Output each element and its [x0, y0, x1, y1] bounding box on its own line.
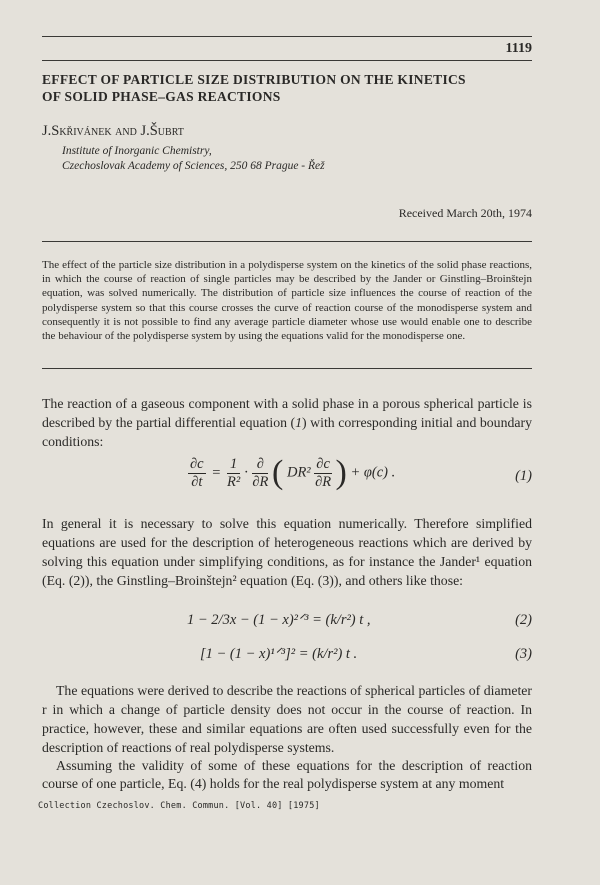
abstract-rule-top — [42, 241, 532, 242]
title-line-1: EFFECT OF PARTICLE SIZE DISTRIBUTION ON THE KINETICS — [42, 72, 466, 87]
eq1-dot: · — [243, 464, 249, 481]
abstract: The effect of the particle size distribution in a polydisperse system on the kinetics of the solid phase reactions, in which the course of reaction of single particles may be described by the Jander or Ginstling–Broinštejn equation, was solved numerically. The distribution of particle size influences the course of reaction of the polydisperse system so that this course crosses the curve of reaction course of the monodisperse system and consequently it is not possible to find any average particle diameter whose use would enable one to describe the behaviour of the polydisperse system by using the equations valid for the monodisperse one. — [42, 259, 532, 343]
affiliation — [62, 144, 325, 174]
eq1-tail: + φ(c) . — [350, 464, 396, 481]
title-line-2: OF SOLID PHASE–GAS REACTIONS — [42, 89, 281, 104]
eq1-f3-den: ∂R — [315, 473, 332, 490]
eq1-lhs-den: ∂t — [191, 473, 203, 490]
eq1-f3-num: ∂c — [316, 455, 330, 472]
equation-2-number: (2) — [515, 612, 532, 628]
paragraph-4: Assuming the validity of some of these equations for the description of reaction course of one particle, Eq. (4) holds for the real polydisperse system at any moment — [42, 758, 532, 791]
paragraph-1 — [42, 394, 532, 451]
eq1-lhs-num: ∂c — [190, 455, 204, 472]
abstract-rule-bottom — [42, 368, 532, 369]
eq1-equals: = — [212, 464, 221, 481]
header-rule-lower — [42, 60, 532, 61]
received-date: Received March 20th, 1974 — [398, 206, 532, 220]
authors: J.Skřivánek and J.Šubrt — [42, 123, 184, 139]
header-rule — [42, 36, 532, 37]
equation-ref-1: 1 — [295, 415, 303, 430]
paragraph-2: In general it is necessary to solve this equation numerically. Therefore simplified equations are used for the description of heterogeneous reactions which are derived by solving this equation under simplifying conditions, as for instance the Jander¹ equation (Eq. (2)), the Ginstling–Broinštejn² equation (Eq. (3)), and others like those: — [42, 516, 532, 588]
equation-1-number: (1) — [515, 468, 532, 484]
journal-footer: Collection Czechoslov. Chem. Commun. [Vol. 40] [1975] — [38, 801, 320, 811]
affiliation-line-2: Czechoslovak Academy of Sciences, 250 68 Prague - Řež — [62, 160, 325, 172]
eq1-open-paren: ( — [272, 454, 284, 491]
equation-3-number: (3) — [515, 646, 532, 662]
eq1-frac-2 — [252, 456, 268, 491]
article-title — [42, 71, 542, 105]
eq1-close-paren: ) — [335, 454, 347, 491]
equation-1-expression — [188, 454, 395, 492]
eq1-f2-den: ∂R — [252, 473, 269, 490]
equation-2 — [42, 612, 532, 632]
equation-1 — [42, 454, 532, 502]
eq1-f2-num: ∂ — [252, 456, 268, 474]
eq1-inner: DR² — [286, 464, 311, 481]
paragraph-1-b: ) with corresponding initial and boundary conditions: — [42, 415, 532, 449]
page-number: 1119 — [505, 41, 532, 56]
eq1-f1-num: 1 — [227, 456, 240, 474]
paragraph-3: The equations were derived to describe the reactions of spherical particles of diameter r in which a change of particle density does not occur in the course of reaction. In practice, however, these and similar equations are often used successfully even for the description of reactions of real polydisperse systems. — [42, 683, 532, 755]
eq1-f1-den: R² — [227, 473, 241, 490]
eq1-frac-3 — [314, 456, 332, 491]
eq1-lhs — [188, 456, 206, 491]
affiliation-line-1: Institute of Inorganic Chemistry, — [62, 145, 212, 157]
equation-3-expression: [1 − (1 − x)¹ᐟ³]² = (k/r²) t . — [200, 646, 358, 662]
eq1-frac-1 — [227, 456, 240, 491]
equation-2-expression: 1 − 2/3x − (1 − x)²ᐟ³ = (k/r²) t , — [187, 612, 371, 628]
paragraph-1-a: The reaction of a gaseous component with a solid phase in a porous spherical particle is described by the partial differential equation ( — [42, 396, 532, 430]
equation-3 — [42, 646, 532, 666]
